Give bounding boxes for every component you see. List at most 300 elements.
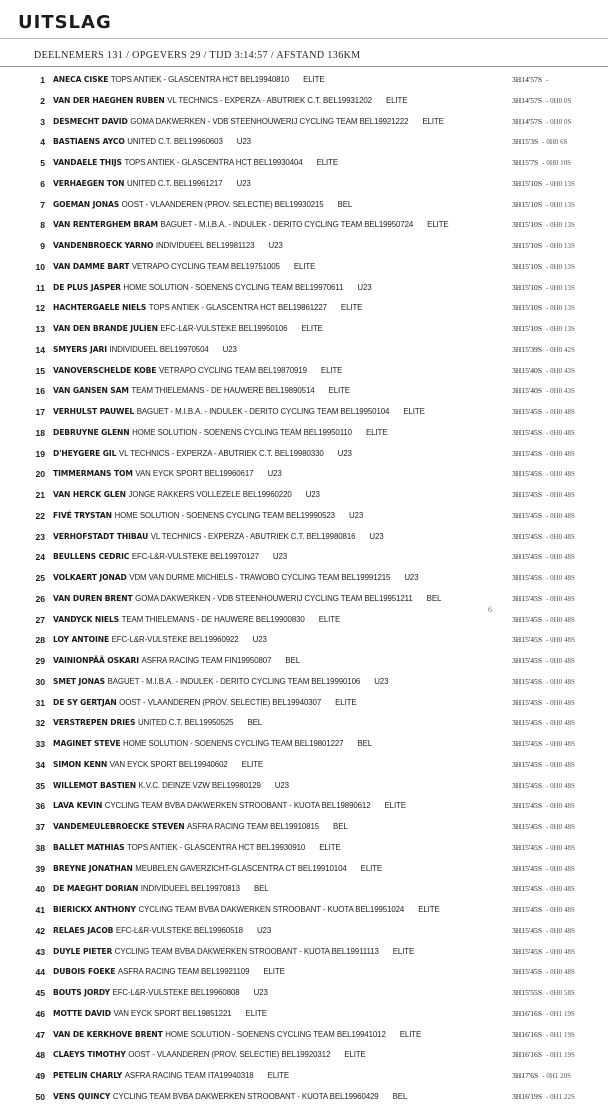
result-position: 22 [35, 510, 45, 521]
result-rider [53, 153, 338, 174]
time-gap: - 0H0 48S [546, 428, 575, 437]
rider-team: ASFRA RACING TEAM BEL19921109 [117, 967, 250, 977]
result-rider [53, 91, 407, 112]
result-position: 27 [35, 614, 45, 625]
finish-time: 3H15'3S [512, 137, 539, 147]
result-row [0, 153, 608, 174]
finish-time: 3H15'45S [512, 697, 543, 707]
result-row [0, 900, 608, 921]
rider-team: HOME SOLUTION - SOENENS CYCLING TEAM BEL19990523 [114, 510, 335, 520]
result-time [512, 879, 575, 900]
time-gap: - 0H0 13S [546, 179, 575, 188]
rider-team: CYCLING TEAM BVBA DAKWERKEN STROOBANT - KUOTA BEL19960429 [112, 1091, 379, 1101]
finish-time: 3H15'45S [512, 552, 543, 562]
rider-team: EFC-L&R-VULSTEKE BEL19960922 [111, 635, 239, 645]
finish-time: 3H15'45S [512, 490, 543, 499]
time-gap: - 0H0 13S [546, 200, 575, 209]
finish-time: 3H16'16S [512, 1050, 543, 1060]
rider-category: ELITE [318, 614, 341, 624]
finish-time: 3H15'10S [512, 241, 543, 250]
rider-team: TOPS ANTIEK - GLASCENTRA HCT BEL19861227 [148, 303, 327, 313]
finish-time: 3H15'40S [512, 365, 543, 375]
rider-category: U23 [348, 510, 364, 520]
result-row [0, 1004, 608, 1025]
result-row [0, 1045, 608, 1066]
result-row [0, 1087, 608, 1108]
result-position: 13 [35, 324, 45, 334]
rider-name: PETELIN CHARLY [53, 1071, 123, 1080]
time-gap: - 0H0 13S [546, 304, 575, 313]
result-row [0, 879, 608, 900]
result-position: 21 [35, 490, 45, 500]
race-summary: DEELNEMERS 131 / OPGEVERS 29 / TIJD 3:14:57 / AFSTAND 136KM [34, 50, 361, 61]
result-rider [53, 215, 449, 236]
rider-name: CLAEYS TIMOTHY [53, 1050, 126, 1060]
rider-name: VERHAEGEN TON [53, 178, 125, 188]
result-row [0, 734, 608, 755]
result-time [512, 568, 575, 589]
result-time [512, 776, 575, 797]
finish-time: 3H15'45S [512, 739, 543, 748]
rider-category: ELITE [267, 1071, 289, 1080]
result-position: 15 [35, 365, 45, 376]
rider-category: BEL [337, 199, 353, 209]
rider-category: U23 [369, 531, 384, 541]
result-time [512, 900, 575, 921]
rider-team: OOST - VLAANDEREN (PROV. SELECTIE) BEL19920312 [128, 1050, 331, 1060]
rider-category: ELITE [328, 386, 350, 396]
rider-name: VAN GANSEN SAM [53, 386, 129, 396]
rider-team: VL TECHNICS - EXPERZA - ABUTRIEK C.T. BEL19980330 [118, 448, 324, 458]
rider-category: ELITE [399, 1029, 422, 1039]
rider-team: HOME SOLUTION - SOENENS CYCLING TEAM BEL19950110 [132, 427, 352, 437]
result-time [512, 1025, 575, 1046]
rider-category: ELITE [403, 407, 425, 416]
rider-name: VAN RENTERGHEM BRAM [53, 220, 158, 230]
rider-category: ELITE [360, 863, 383, 873]
results-list [0, 70, 608, 1108]
result-row [0, 942, 608, 963]
result-time [512, 630, 575, 651]
rider-team: UNITED C.T. BEL19950525 [137, 718, 234, 728]
finish-time: 3H15'45S [512, 801, 543, 811]
time-gap: - 0H0 48S [546, 408, 575, 416]
rider-category: BEL [247, 718, 263, 728]
result-rider [53, 257, 315, 278]
result-rider [53, 236, 283, 257]
result-position: 48 [35, 1050, 45, 1061]
result-time [512, 547, 575, 568]
result-rider [53, 278, 372, 299]
result-rider [53, 340, 237, 361]
rider-team: HOME SOLUTION - SOENENS CYCLING TEAM BEL19970611 [123, 282, 344, 292]
result-row [0, 796, 608, 817]
rider-category: BEL [253, 884, 269, 894]
time-gap: - 0H0 0S [546, 117, 572, 126]
result-rider [53, 174, 251, 195]
result-rider [53, 361, 342, 382]
result-rider [53, 796, 406, 817]
result-position: 18 [35, 427, 45, 438]
rider-category: ELITE [245, 1008, 267, 1018]
time-gap: - 0H0 48S [546, 719, 575, 728]
result-time [512, 838, 575, 859]
rider-name: BIERICKX ANTHONY [53, 905, 136, 914]
result-rider [53, 734, 372, 755]
result-time [512, 962, 575, 983]
result-row [0, 195, 608, 216]
result-time [512, 381, 575, 402]
result-rider [53, 859, 382, 880]
result-position: 9 [40, 241, 45, 251]
rider-category: ELITE [422, 116, 444, 126]
result-row [0, 693, 608, 714]
rider-team: TOPS ANTIEK - GLASCENTRA HCT BEL19930910 [127, 842, 306, 852]
finish-time: 3H15'45S [512, 531, 543, 541]
rider-name: VAN DAMME BART [53, 261, 130, 271]
time-gap: - 0H0 48S [546, 532, 575, 541]
rider-team: EFC-L&R-VULSTEKE BEL19960518 [115, 925, 243, 935]
time-gap: - 0H0 48S [546, 491, 575, 499]
rider-team: VAN EYCK SPORT BEL19851221 [113, 1008, 232, 1018]
finish-time: 3H14'57S [512, 116, 543, 126]
finish-time: 3H15'10S [512, 220, 543, 230]
finish-time: 3H15'45S [512, 593, 543, 603]
result-time [512, 464, 575, 485]
rider-team: ASFRA RACING TEAM FIN19950807 [141, 656, 272, 665]
result-rider [53, 1066, 289, 1087]
result-row [0, 921, 608, 942]
rider-team: VL TECHNICS - EXPERZA - ABUTRIEK C.T. BEL19931202 [167, 95, 372, 105]
result-row [0, 1025, 608, 1046]
rider-category: U23 [253, 988, 268, 997]
result-row [0, 506, 608, 527]
time-gap: - 0H0 48S [546, 947, 575, 956]
time-gap: - 0H0 0S [546, 96, 572, 105]
result-row [0, 319, 608, 340]
rider-team: TOPS ANTIEK - GLASCENTRA HCT BEL19930404 [124, 158, 303, 167]
result-time [512, 734, 575, 755]
rider-team: HOME SOLUTION - SOENENS CYCLING TEAM BEL19801227 [123, 739, 344, 748]
result-position: 45 [35, 988, 45, 998]
result-position: 49 [35, 1071, 45, 1081]
finish-time: 3H15'45S [512, 718, 543, 728]
result-position: 2 [40, 95, 45, 106]
time-gap: - 0H0 48S [546, 926, 575, 935]
rider-name: VENS QUINCY [53, 1091, 111, 1101]
rider-team: VAN EYCK SPORT BEL19940602 [109, 759, 228, 769]
rider-category: ELITE [427, 220, 449, 230]
result-time [512, 651, 575, 672]
result-position: 3 [40, 116, 45, 127]
page-title: UITSLAG [18, 12, 112, 33]
time-gap: - 0H1 19S [546, 1009, 575, 1018]
result-rider [53, 1087, 407, 1108]
result-position: 41 [35, 905, 45, 915]
finish-time: 3H15'45S [512, 925, 543, 935]
finish-time: 3H15'45S [512, 427, 543, 437]
result-row [0, 589, 608, 610]
result-row [0, 1066, 608, 1087]
result-rider [53, 838, 341, 859]
result-position: 10 [35, 261, 45, 272]
result-rider [53, 1045, 366, 1066]
time-gap: - 0H0 48S [546, 511, 575, 520]
result-position: 23 [35, 531, 45, 542]
rider-name: D'HEYGERE GIL [53, 448, 117, 458]
rider-name: BALLET MATHIAS [53, 842, 125, 852]
result-rider [53, 921, 271, 942]
rider-team: OOST - VLAANDEREN (PROV. SELECTIE) BEL19930215 [121, 199, 324, 209]
rider-category: ELITE [241, 759, 264, 769]
result-rider [53, 817, 348, 838]
rider-team: VL TECHNICS - EXPERZA - ABUTRIEK C.T. BEL19980816 [150, 531, 356, 541]
result-row [0, 630, 608, 651]
rider-category: U23 [222, 344, 237, 354]
result-row [0, 776, 608, 797]
result-position: 34 [35, 759, 45, 770]
rider-name: DE PLUS JASPER [53, 282, 121, 292]
finish-time: 3H15'45S [512, 946, 543, 956]
rider-team: CYCLING TEAM BVBA DAKWERKEN STROOBANT - KUOTA BEL19951024 [138, 905, 405, 914]
result-time [512, 672, 575, 693]
finish-time: 3H15'45S [512, 635, 543, 645]
result-time [512, 859, 575, 880]
result-rider [53, 962, 285, 983]
result-position: 25 [35, 573, 45, 583]
time-gap: - 0H0 48S [546, 843, 575, 852]
rider-team: INDIVIDUEEL BEL19970813 [140, 884, 240, 894]
result-position: 46 [35, 1008, 45, 1019]
finish-time: 3H15'45S [512, 407, 543, 416]
result-row [0, 91, 608, 112]
result-time [512, 91, 571, 112]
rider-category: U23 [236, 137, 251, 147]
result-time [512, 796, 575, 817]
rider-category: U23 [337, 448, 352, 458]
finish-time: 3H16'16S [512, 1029, 543, 1039]
result-position: 11 [35, 282, 45, 293]
rider-team: EFC-L&R-VULSTEKE BEL19970127 [131, 552, 259, 562]
result-time [512, 506, 575, 527]
result-row [0, 402, 608, 423]
result-row [0, 132, 608, 153]
rider-team: CYCLING TEAM BVBA DAKWERKEN STROOBANT - KUOTA BEL19890612 [104, 801, 371, 811]
result-time [512, 921, 575, 942]
time-gap: - 0H0 48S [546, 615, 575, 624]
finish-time: 3H14'57S [512, 75, 543, 84]
rider-name: DE SY GERTJAN [53, 697, 117, 707]
rider-category: ELITE [301, 324, 323, 333]
result-position: 40 [35, 884, 45, 895]
rider-category: ELITE [418, 905, 440, 914]
time-gap: - [546, 76, 549, 84]
rider-name: BREYNE JONATHAN [53, 863, 133, 873]
result-rider [53, 527, 384, 548]
finish-time: 3H15'45S [512, 469, 543, 479]
rider-category: BEL [392, 1091, 408, 1101]
result-time [512, 713, 575, 734]
rider-name: SIMON KENN [53, 759, 108, 769]
rider-name: HACHTERGAELE NIELS [53, 303, 147, 313]
result-rider [53, 755, 263, 776]
result-row [0, 568, 608, 589]
time-gap: - 0H1 22S [546, 1092, 575, 1101]
time-gap: - 0H0 48S [546, 636, 575, 645]
rider-team: EFC-L&R-VULSTEKE BEL19950106 [160, 324, 288, 333]
rider-name: DEBRUYNE GLENN [53, 427, 130, 437]
time-gap: - 0H0 48S [546, 574, 575, 582]
result-time [512, 817, 575, 838]
finish-time: 3H15'45S [512, 573, 543, 582]
result-row [0, 672, 608, 693]
result-position: 32 [35, 718, 45, 729]
rider-name: VOLKAERT JONAD [53, 573, 127, 582]
rider-category: U23 [252, 635, 267, 645]
result-row [0, 361, 608, 382]
rider-team: GOMA DAKWERKEN - VDB STEENHOUWERIJ CYCLING TEAM BEL19951211 [135, 593, 413, 603]
result-row [0, 464, 608, 485]
finish-time: 3H16'16S [512, 1008, 543, 1018]
result-row [0, 859, 608, 880]
finish-time: 3H15'10S [512, 199, 543, 209]
time-gap: - 0H0 13S [546, 242, 575, 250]
rider-category: U23 [236, 178, 251, 188]
time-gap: - 0H0 48S [546, 885, 575, 894]
rider-name: VANDEMEULEBROECKE STEVEN [53, 822, 185, 831]
rider-name: RELAES JACOB [53, 925, 114, 935]
result-row [0, 838, 608, 859]
rider-team: K.V.C. DEINZE VZW BEL19980129 [138, 780, 261, 790]
rider-name: VANDAELE THIJS [53, 158, 122, 167]
rider-name: VAN DE KERKHOVE BRENT [53, 1029, 163, 1039]
result-time [512, 755, 575, 776]
result-time [512, 1066, 571, 1087]
rider-name: LAVA KEVIN [53, 801, 103, 811]
result-rider [53, 610, 340, 631]
rider-name: VANOVERSCHELDE KOBE [53, 365, 157, 375]
rider-name: MAGINET STEVE [53, 739, 121, 748]
rider-team: EFC-L&R-VULSTEKE BEL19960808 [112, 988, 240, 997]
finish-time: 3H15'10S [512, 261, 543, 271]
time-gap: - 0H0 43S [546, 387, 575, 396]
rider-name: DUBOIS FOEKE [53, 967, 116, 977]
result-rider [53, 319, 323, 340]
result-position: 20 [35, 469, 45, 480]
result-position: 43 [35, 946, 45, 957]
time-gap: - 0H0 48S [546, 823, 575, 831]
rider-category: ELITE [340, 303, 363, 313]
result-position: 6 [40, 178, 45, 189]
rider-name: DE MAEGHT DORIAN [53, 884, 139, 894]
result-row [0, 236, 608, 257]
result-rider [53, 485, 320, 506]
result-position: 28 [35, 635, 45, 646]
result-time [512, 153, 571, 174]
result-rider [53, 70, 325, 91]
result-row [0, 444, 608, 465]
time-gap: - 0H0 13S [546, 221, 575, 230]
result-rider [53, 879, 269, 900]
time-gap: - 0H0 13S [546, 325, 575, 333]
rider-category: U23 [268, 241, 283, 250]
rider-name: DESMECHT DAVID [53, 116, 128, 126]
rider-team: GOMA DAKWERKEN - VDB STEENHOUWERIJ CYCLING TEAM BEL19921222 [130, 116, 409, 126]
rider-category: BEL [333, 822, 348, 831]
result-rider [53, 942, 414, 963]
time-gap: - 0H1 20S [542, 1072, 572, 1080]
rider-name: VANDYCK NIELS [53, 614, 120, 624]
rider-name: SMYERS JARI [53, 344, 107, 354]
result-row [0, 70, 608, 91]
rider-category: U23 [357, 282, 372, 292]
rider-category: ELITE [263, 967, 285, 977]
finish-time: 3H15'55S [512, 988, 543, 997]
result-rider [53, 651, 300, 672]
time-gap: - 0H0 6S [542, 138, 568, 147]
result-time [512, 70, 548, 91]
result-position: 42 [35, 925, 45, 936]
finish-time: 3H15'45S [512, 676, 543, 686]
result-row [0, 610, 608, 631]
rider-team: BAGUET - M.I.B.A. - INDULEK - DERITO CYCLING TEAM BEL19950104 [136, 407, 390, 416]
rider-category: ELITE [319, 842, 341, 852]
rider-team: MEUBELEN GAVERZICHT-GLASCENTRA CT BEL19910104 [135, 863, 347, 873]
time-gap: - 0H0 48S [546, 657, 575, 665]
finish-time: 3H15'45S [512, 884, 543, 894]
rider-category: ELITE [365, 427, 388, 437]
result-position: 47 [35, 1029, 45, 1040]
rider-team: VETRAPO CYCLING TEAM BEL19870919 [158, 365, 307, 375]
result-position: 19 [35, 448, 45, 459]
result-row [0, 651, 608, 672]
finish-time: 3H15'45S [512, 614, 543, 624]
result-time [512, 174, 575, 195]
rider-team: VDM VAN DURME MICHIELS - TRAWOBO CYCLING TEAM BEL19991215 [129, 573, 391, 582]
result-row [0, 174, 608, 195]
rider-name: VANDENBROECK YARNO [53, 241, 154, 250]
rider-category: U23 [305, 490, 320, 499]
result-row [0, 340, 608, 361]
time-gap: - 0H1 19S [546, 1030, 575, 1039]
result-rider [53, 672, 388, 693]
result-time [512, 693, 575, 714]
finish-time: 3H15'45S [512, 842, 543, 852]
rider-name: WILLEMOT BASTIEN [53, 780, 136, 790]
result-row [0, 112, 608, 133]
result-rider [53, 776, 289, 797]
time-gap: - 0H0 48S [546, 553, 575, 562]
rider-team: TEAM THIELEMANS - DE HAUWERE BEL19890514 [131, 386, 315, 396]
result-time [512, 215, 575, 236]
result-rider [53, 900, 440, 921]
rider-name: VAN DUREN BRENT [53, 593, 133, 603]
result-position: 36 [35, 801, 45, 812]
rider-name: MOTTE DAVID [53, 1008, 111, 1018]
rider-name: BOUTS JORDY [53, 988, 110, 997]
result-time [512, 361, 575, 382]
rider-name: ANECA CISKE [53, 75, 109, 84]
rider-team: OOST - VLAANDEREN (PROV. SELECTIE) BEL19940307 [119, 697, 322, 707]
rider-category: U23 [256, 925, 272, 935]
result-row [0, 527, 608, 548]
result-time [512, 402, 575, 423]
result-time [512, 1045, 575, 1066]
rider-category: ELITE [303, 75, 325, 84]
finish-time: 3H15'45S [512, 448, 543, 458]
result-time [512, 236, 575, 257]
finish-time: 3H15'39S [512, 344, 543, 354]
